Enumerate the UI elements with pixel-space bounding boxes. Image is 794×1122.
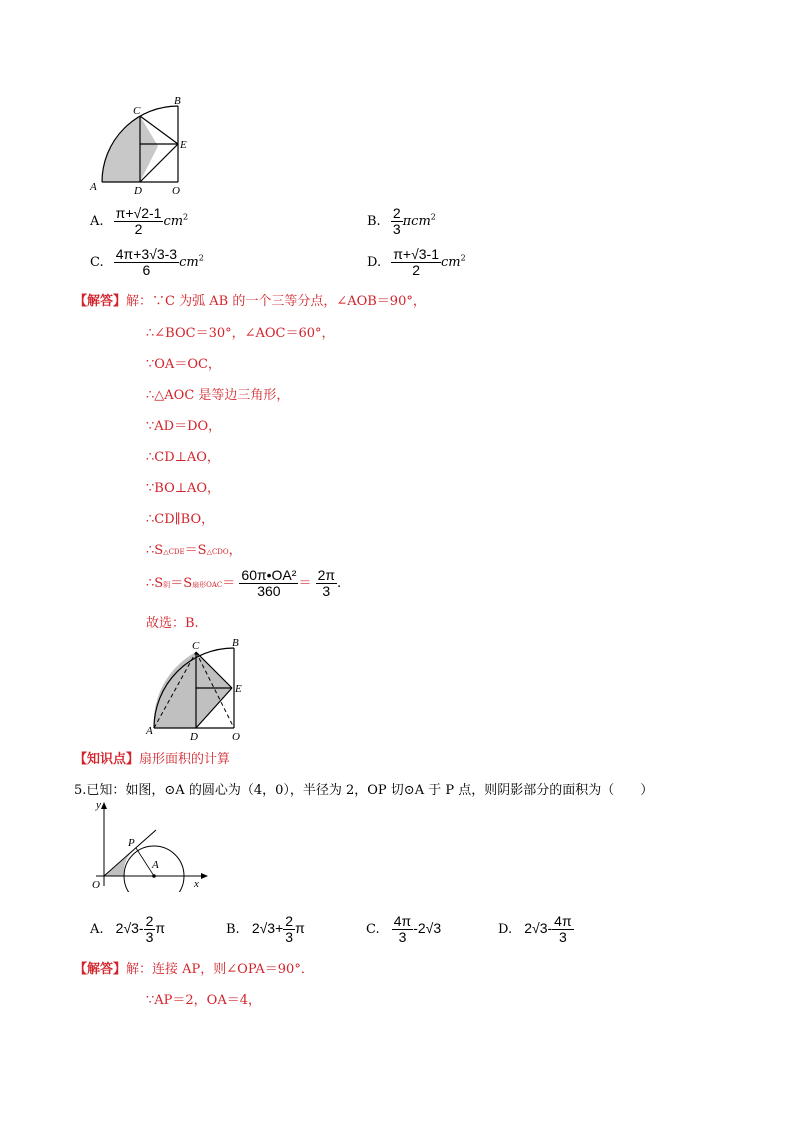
figure-tangent-circle — [86, 796, 216, 892]
solution-line: ∵AD＝DO， — [146, 419, 222, 434]
label-A: A — [152, 859, 159, 871]
knowledge-point: 【知识点】扇形面积的计算 — [74, 752, 231, 767]
label-C: C — [192, 640, 200, 652]
q5-solution-line2: ∵AP＝2，OA＝4， — [146, 993, 261, 1008]
solution-line: ∴CD⊥AO， — [146, 450, 220, 465]
label-O: O — [172, 185, 180, 197]
solution-line: ∴∠BOC＝30°，∠AOC＝60°， — [146, 326, 335, 341]
q5-option-B[interactable]: B. 2√3+ $\frac{2}{3}$ π — [226, 913, 305, 945]
figure-sector-1 — [80, 92, 200, 202]
label-B: B — [232, 637, 239, 649]
option-A[interactable]: A. $\frac{\pi+√2-1}{2}$ $cm^2$ — [90, 205, 189, 237]
answer-line: 故选：B. — [146, 616, 199, 631]
solution-header: 【解答】解：∵C 为弧 AB 的一个三等分点，∠AOB＝90°， — [74, 294, 426, 309]
label-D: D — [190, 731, 198, 743]
label-C: C — [133, 105, 141, 117]
label-E: E — [180, 139, 187, 151]
label-B: B — [174, 95, 181, 107]
label-D: D — [134, 185, 142, 197]
label-O: O — [232, 731, 240, 743]
q5-option-D[interactable]: D. 2√3- $\frac{4\pi}{3}$ — [498, 913, 572, 945]
label-O: O — [92, 879, 100, 891]
option-B[interactable]: B. $\frac{2}{3}$ πcm$^2$ — [367, 205, 436, 237]
q5-option-A[interactable]: A. 2√3- $\frac{2}{3}$ π — [90, 913, 166, 945]
solution-line: ∵OA＝OC， — [146, 357, 221, 372]
question-5-stem: 5.已知：如图，⊙A 的圆心为（4，0），半径为 2，OP 切⊙A 于 P 点，则阴影部分的面积为（ ） — [74, 783, 654, 798]
label-E: E — [235, 683, 242, 695]
solution-line-area-formula: ∴S阴＝S扇形OAC＝ $\frac{\text{60π•OA²}}{360}$ ＝ $\frac{2\pi}{3}$ . — [146, 567, 342, 599]
option-C[interactable]: C. $\frac{4\pi+3√3-3}{6}$ $cm^2$ — [90, 246, 204, 278]
label-A: A — [90, 181, 97, 193]
q5-option-C[interactable]: C. $\frac{4\pi}{3}$ -2√3 — [366, 913, 442, 945]
label-A: A — [146, 725, 153, 737]
option-D[interactable]: D. $\frac{\pi+√3-1}{2}$ $cm^2$ — [367, 246, 466, 278]
q5-solution-line1: 【解答】解：连接 AP，则∠OPA＝90°． — [74, 962, 314, 977]
solution-line: ∵BO⊥AO， — [146, 481, 220, 496]
label-x: x — [194, 878, 199, 890]
label-P: P — [128, 837, 135, 849]
label-y: y — [96, 799, 101, 811]
solution-line: ∴CD∥BO， — [146, 512, 215, 527]
figure-sector-2 — [140, 636, 260, 746]
solution-line-area-equal: ∴S△CDE＝S△CDO， — [146, 543, 242, 558]
solution-line: ∴△AOC 是等边三角形， — [146, 388, 290, 403]
